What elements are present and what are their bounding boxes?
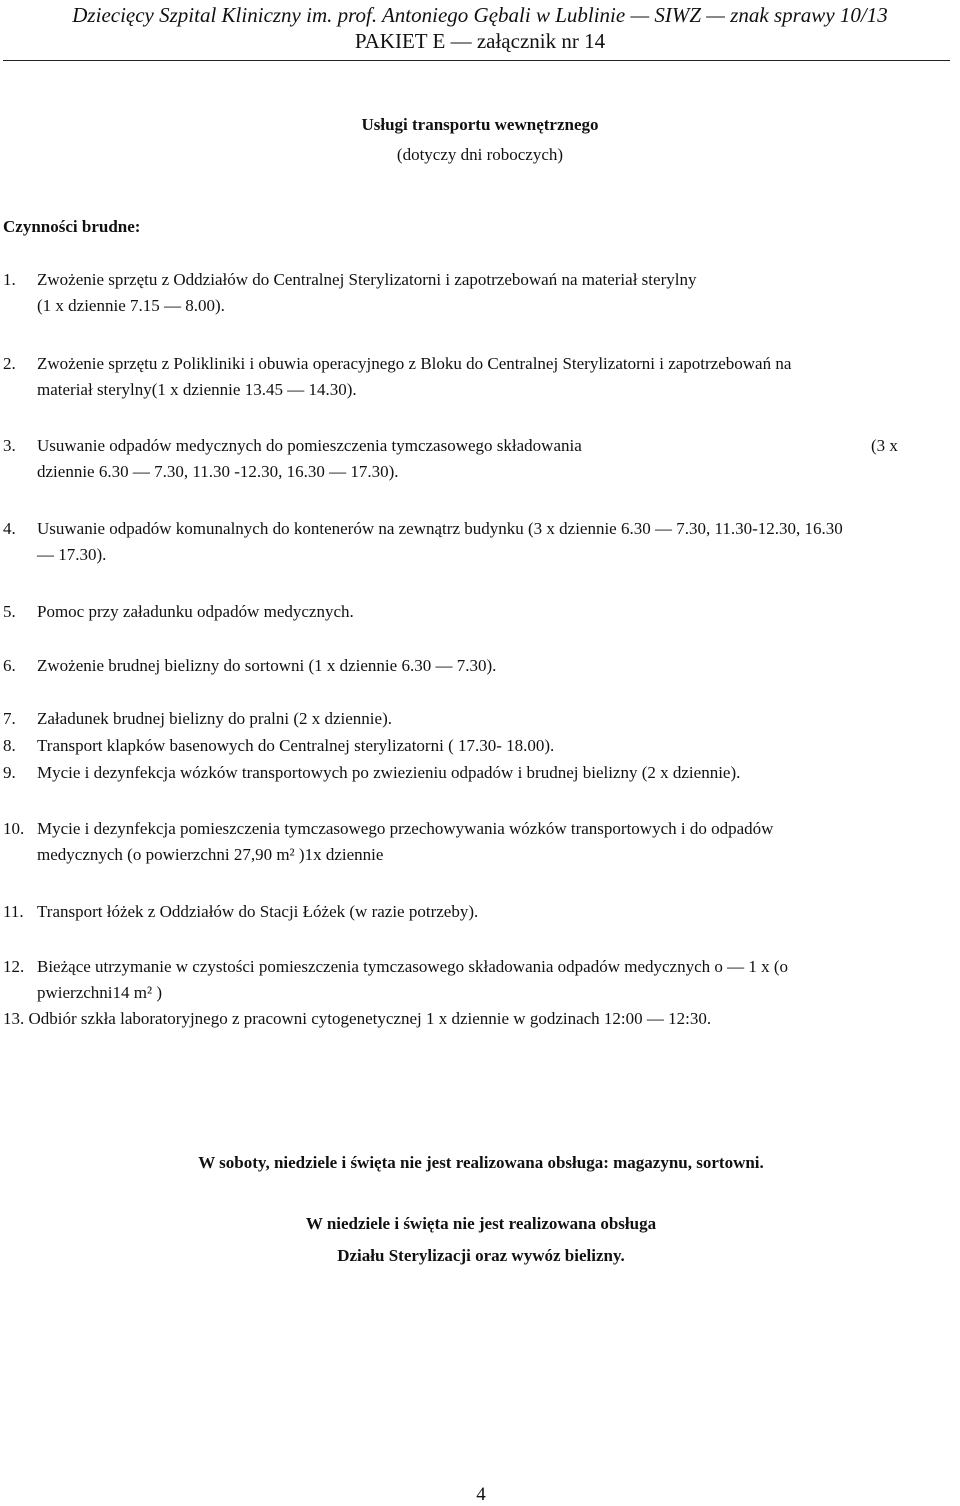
list-item-text: materiał sterylny(1 x dziennie 13.45 — 14.30). — [37, 380, 357, 399]
list-item-number: 7. — [3, 709, 16, 728]
list-item-number: 8. — [3, 736, 16, 755]
list-item-text: Załadunek brudnej bielizny do pralni (2 x dziennie). — [37, 709, 392, 728]
document-title: Usługi transportu wewnętrznego — [361, 115, 599, 134]
list-item-number: 12. — [3, 957, 25, 976]
list-item-text: Mycie i dezynfekcja pomieszczenia tymczasowego przechowywania wózków transportowych i do odpadów — [37, 819, 774, 838]
footer-note-sterilization: Działu Sterylizacji oraz wywóz bielizny. — [337, 1246, 625, 1265]
list-item-text: — 17.30). — [37, 545, 107, 564]
footer-note-saturdays: W soboty, niedziele i święta nie jest realizowana obsługa: magazynu, sortowni. — [198, 1153, 764, 1172]
list-item — [0, 706, 920, 732]
section-heading: Czynności brudne: — [3, 217, 141, 236]
list-item-text: (1 x dziennie 7.15 — 8.00). — [37, 296, 225, 315]
list-item-number: 6. — [3, 656, 16, 675]
list-item-text: Odbiór szkła laboratoryjnego z pracowni cytogenetycznej 1 x dziennie w godzinach 12:00 — 12:30. — [28, 1009, 712, 1028]
list-item-number: 9. — [3, 763, 16, 782]
list-item-text: dziennie 6.30 — 7.30, 11.30 -12.30, 16.30 — 17.30). — [37, 462, 399, 481]
list-item — [0, 599, 920, 625]
list-item — [0, 433, 920, 485]
header-divider — [3, 60, 950, 61]
list-item-text-right: (3 x — [871, 436, 898, 455]
list-item-text: Zwożenie sprzętu z Oddziałów do Centralnej Sterylizatorni i zapotrzebowań na materiał sterylny — [37, 270, 697, 289]
list-item-number: 13. — [3, 1009, 25, 1028]
list-item-number: 5. — [3, 602, 16, 621]
list-item — [0, 351, 920, 403]
list-item-number: 11. — [3, 902, 24, 921]
list-item-text: Transport łóżek z Oddziałów do Stacji Łóżek (w razie potrzeby). — [37, 902, 479, 921]
list-item — [0, 653, 920, 679]
list-item — [0, 267, 920, 319]
list-item-text: Usuwanie odpadów medycznych do pomieszczenia tymczasowego składowania — [37, 436, 582, 455]
list-item-number: 10. — [3, 819, 25, 838]
list-item — [3, 1006, 943, 1032]
header-package-line: PAKIET E — załącznik nr 14 — [354, 29, 606, 53]
list-item-number: 1. — [3, 270, 16, 289]
list-item — [0, 816, 920, 868]
header-hospital-line: Dziecięcy Szpital Kliniczny im. prof. Antoniego Gębali w Lublinie — SIWZ — znak sprawy 10/13 — [72, 3, 888, 27]
list-item-number: 3. — [3, 436, 16, 455]
list-item-text: Pomoc przy załadunku odpadów medycznych. — [37, 602, 354, 621]
list-item-text: Mycie i dezynfekcja wózków transportowych po zwiezieniu odpadów i brudnej bielizny (2 x dziennie). — [37, 763, 741, 782]
list-item-text: Transport klapków basenowych do Centralnej sterylizatorni ( 17.30- 18.00). — [37, 736, 555, 755]
list-item — [0, 760, 920, 786]
list-item-text: Usuwanie odpadów komunalnych do kontenerów na zewnątrz budynku (3 x dziennie 6.30 — 7.30, 11.30-12.30, 16.30 — [37, 519, 843, 538]
list-item-text: pwierzchni14 m² ) — [37, 983, 163, 1002]
list-item — [0, 899, 920, 925]
document-subtitle: (dotyczy dni roboczych) — [396, 145, 564, 164]
list-item-text: Zwożenie sprzętu z Polikliniki i obuwia operacyjnego z Bloku do Centralnej Sterylizatorni i zapotrzebowań na — [37, 354, 792, 373]
page-number: 4 — [476, 1484, 486, 1505]
list-item — [0, 516, 960, 568]
list-item — [0, 954, 920, 1006]
document-header — [0, 0, 960, 54]
list-item-number: 4. — [3, 519, 16, 538]
list-item-text: Zwożenie brudnej bielizny do sortowni (1 x dziennie 6.30 — 7.30). — [37, 656, 497, 675]
list-item-text: medycznych (o powierzchni 27,90 m² )1x dziennie — [37, 845, 384, 864]
list-item — [0, 733, 920, 759]
footer-note-sundays: W niedziele i święta nie jest realizowana obsługa — [305, 1214, 657, 1233]
list-item-text: Bieżące utrzymanie w czystości pomieszczenia tymczasowego składowania odpadów medycznych o — 1 x (o — [37, 957, 789, 976]
list-item-number: 2. — [3, 354, 16, 373]
